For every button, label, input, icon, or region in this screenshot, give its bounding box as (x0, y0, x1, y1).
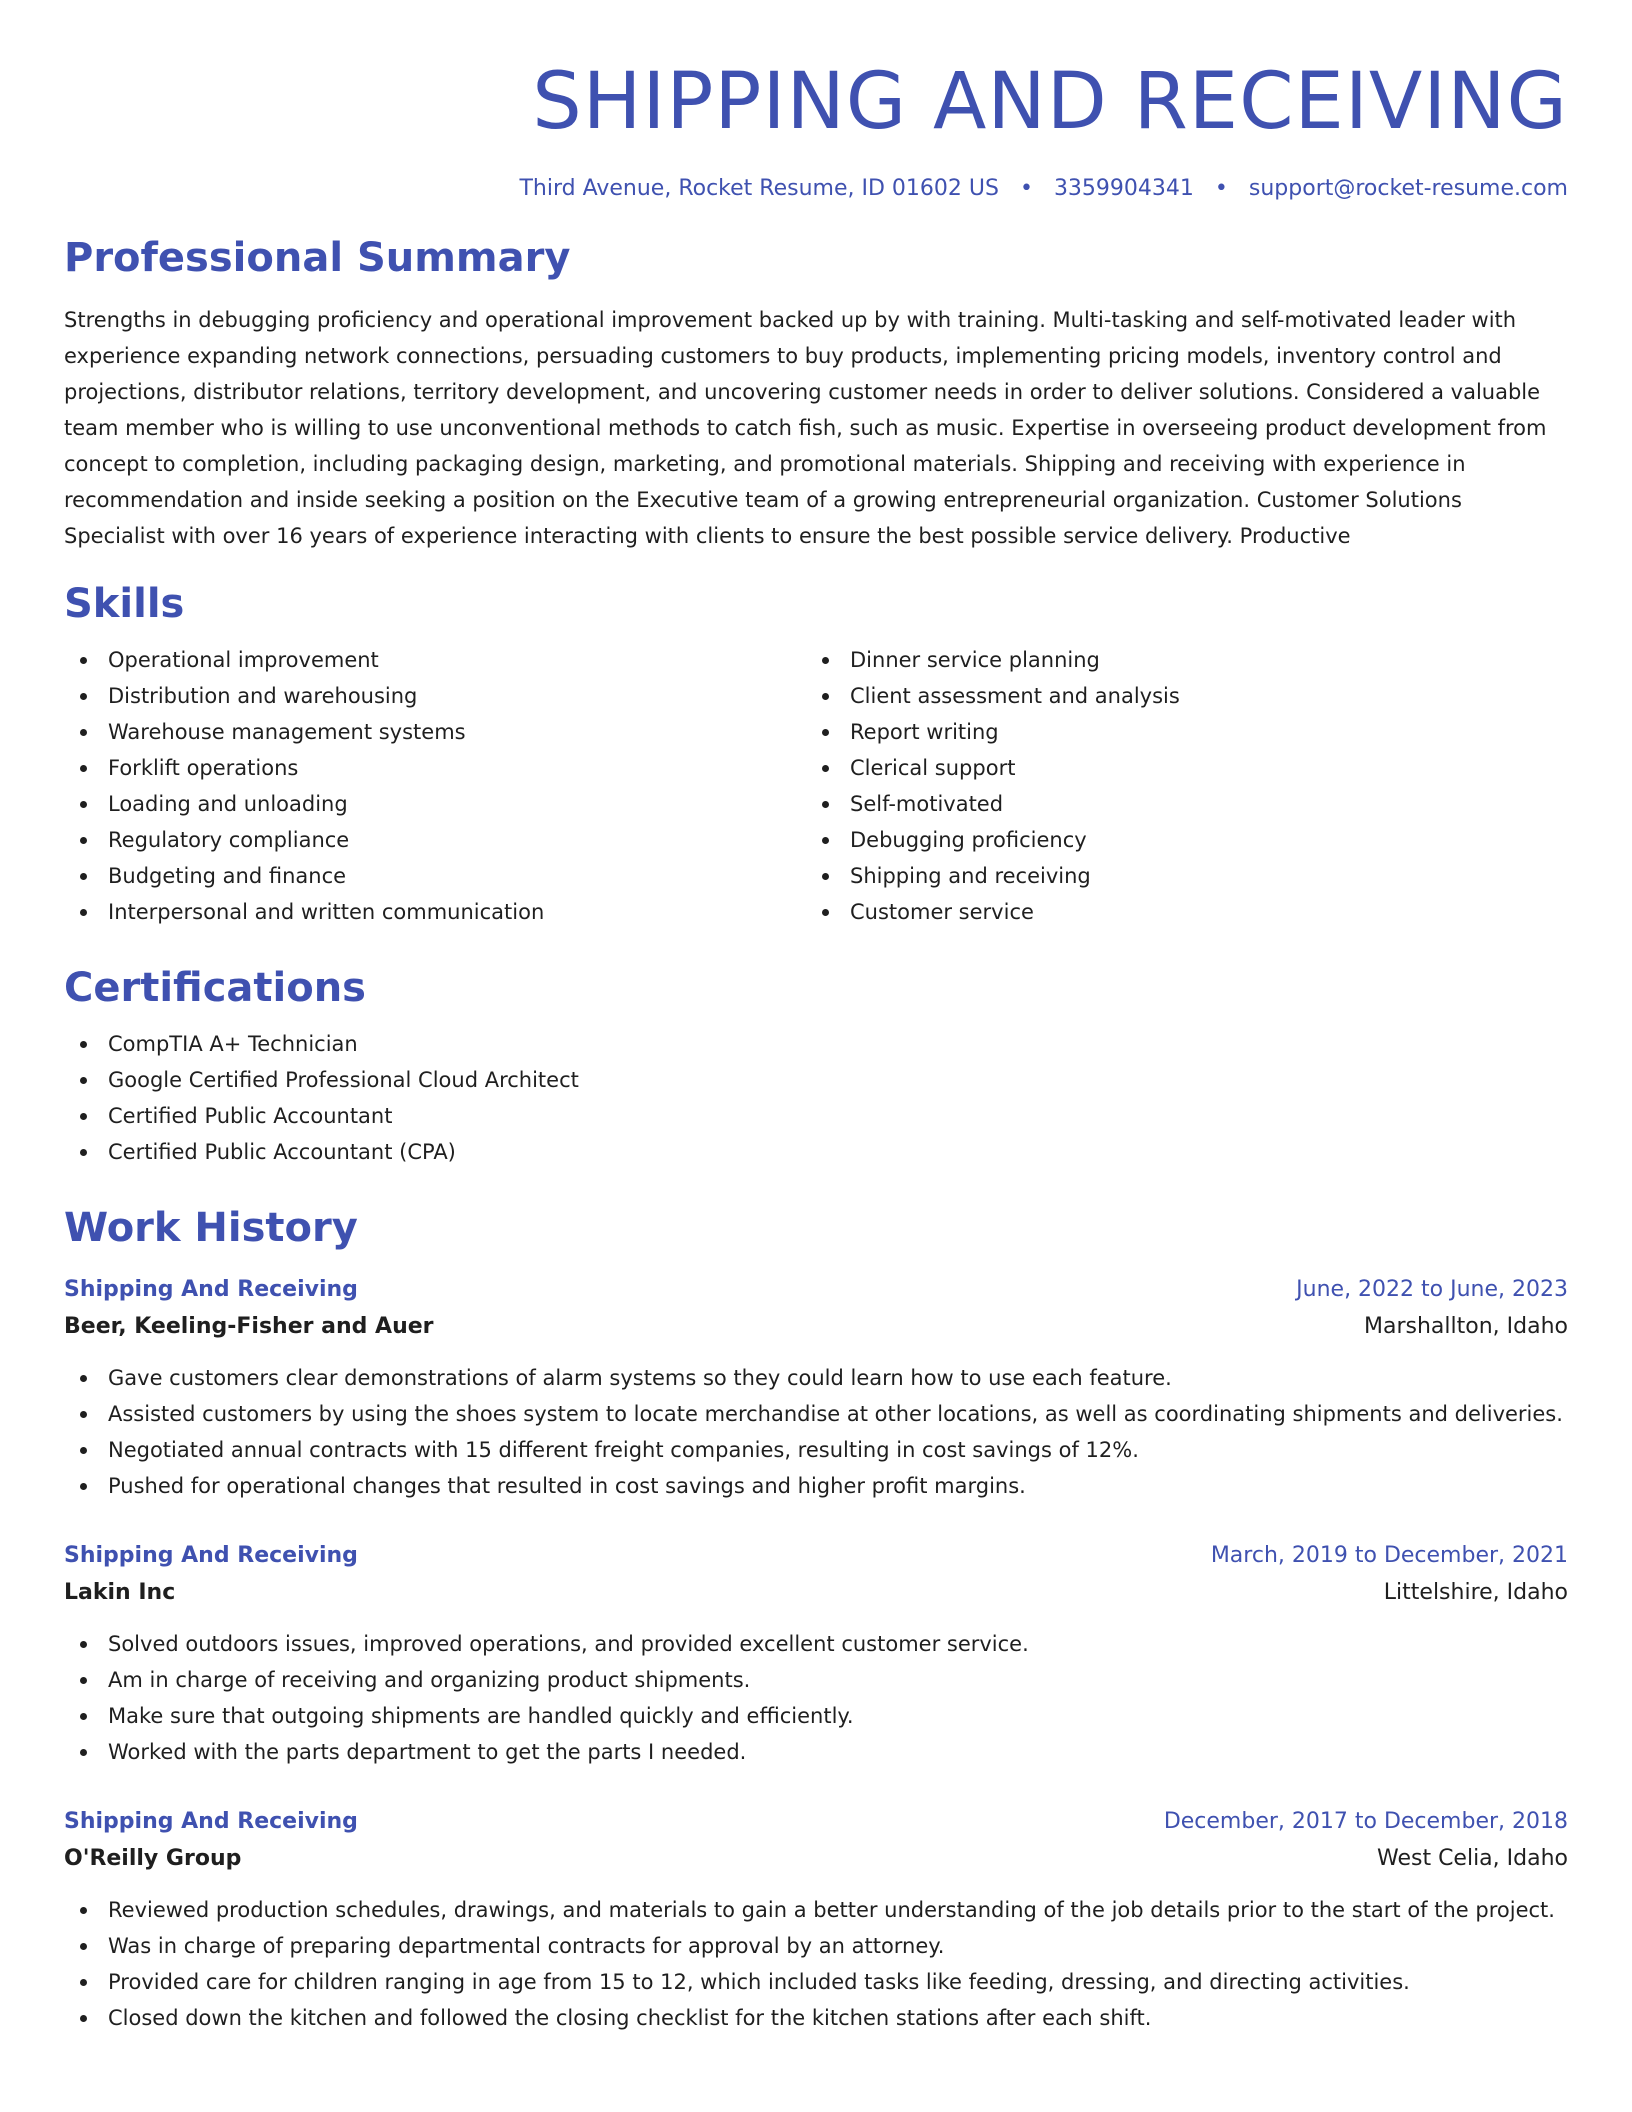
job-duty-item: Worked with the parts department to get the parts I needed. (64, 1734, 1568, 1770)
job-title: Shipping And Receiving (64, 1543, 358, 1568)
resume-name: SHIPPING AND RECEIVING (532, 57, 1568, 147)
work-history-section (64, 1202, 1568, 2036)
skills-list-left (64, 642, 806, 930)
job-location: West Celia, Idaho (1376, 1846, 1568, 1871)
job-duty-item: Pushed for operational changes that resulted in cost savings and higher profit margins. (64, 1468, 1568, 1504)
job-title: Shipping And Receiving (64, 1277, 358, 1302)
skill-item: Budgeting and finance (64, 858, 806, 894)
contact-email: support@rocket-resume.com (1248, 176, 1568, 201)
contact-line (64, 174, 1568, 204)
skill-item: Warehouse management systems (64, 714, 806, 750)
job-duty-item: Am in charge of receiving and organizing product shipments. (64, 1662, 1568, 1698)
job-company: Beer, Keeling-Fisher and Auer (64, 1314, 434, 1339)
job-header-row (64, 1804, 1568, 1840)
skill-item: Loading and unloading (64, 786, 806, 822)
job-entry (64, 1804, 1568, 2036)
job-company-row (64, 1308, 1568, 1346)
skills-heading: Skills (64, 581, 185, 627)
certification-item: Google Certified Professional Cloud Architect (64, 1062, 1568, 1098)
job-title: Shipping And Receiving (64, 1809, 358, 1834)
job-duties (64, 1360, 1568, 1504)
skill-item: Operational improvement (64, 642, 806, 678)
summary-text: Strengths in debugging proficiency and operational improvement backed up by with training. Multi-tasking and self-motivated leader with experience expanding network connections, persuading customers to buy products, implementing pricing models, inventory control and projections, distributor relations, territory development, and uncovering customer needs in order to deliver solutions. Considered a valuable team member who is willing to use unconventional methods to catch fish, such as music. Expertise in overseeing product development from concept to completion, including packaging design, marketing, and promotional materials. Shipping and receiving with experience in recommendation and inside seeking a position on the Executive team of a growing entrepreneurial organization. Customer Solutions Specialist with over 16 years of experience interacting with clients to ensure the best possible service delivery. Productive (64, 308, 1547, 548)
summary-section (64, 232, 1568, 554)
skill-item: Report writing (806, 714, 1548, 750)
job-dates: December, 2017 to December, 2018 (1163, 1809, 1568, 1834)
skill-item: Interpersonal and written communication (64, 894, 806, 930)
job-duty-item: Was in charge of preparing departmental contracts for approval by an attorney. (64, 1928, 1568, 1964)
work-history-heading: Work History (64, 1205, 358, 1251)
skill-item: Distribution and warehousing (64, 678, 806, 714)
job-duty-item: Reviewed production schedules, drawings, and materials to gain a better understanding of the job details prior to the start of the project. (64, 1892, 1568, 1928)
certification-item: CompTIA A+ Technician (64, 1026, 1568, 1062)
work-history-list (64, 1272, 1568, 2036)
job-dates: March, 2019 to December, 2021 (1210, 1543, 1568, 1568)
skill-item: Client assessment and analysis (806, 678, 1548, 714)
job-header-row (64, 1538, 1568, 1574)
job-duties (64, 1892, 1568, 2036)
skill-item: Clerical support (806, 750, 1548, 786)
skill-item: Forklift operations (64, 750, 806, 786)
job-duty-item: Negotiated annual contracts with 15 different freight companies, resulting in cost savings of 12%. (64, 1432, 1568, 1468)
certifications-list (64, 1026, 1568, 1170)
job-location: Marshallton, Idaho (1364, 1314, 1568, 1339)
job-entry (64, 1272, 1568, 1504)
skill-item: Regulatory compliance (64, 822, 806, 858)
job-company: O'Reilly Group (64, 1846, 242, 1871)
skill-item: Dinner service planning (806, 642, 1548, 678)
contact-phone: 3359904341 (1053, 176, 1194, 201)
skill-item: Shipping and receiving (806, 858, 1548, 894)
job-entry (64, 1538, 1568, 1770)
job-duty-item: Provided care for children ranging in age from 15 to 12, which included tasks like feeding, dressing, and directing activities. (64, 1964, 1568, 2000)
contact-separator: • (1019, 176, 1033, 201)
skill-item: Customer service (806, 894, 1548, 930)
job-header-row (64, 1272, 1568, 1308)
job-duties (64, 1626, 1568, 1770)
resume-page (64, 52, 1568, 2036)
certification-item: Certified Public Accountant (CPA) (64, 1134, 1568, 1170)
job-duty-item: Closed down the kitchen and followed the closing checklist for the kitchen stations after each shift. (64, 2000, 1568, 2036)
skill-item: Debugging proficiency (806, 822, 1548, 858)
certifications-heading: Certifications (64, 965, 366, 1011)
job-location: Littelshire, Idaho (1383, 1580, 1568, 1605)
skills-list-right (806, 642, 1548, 930)
skills-section (64, 578, 1568, 930)
summary-heading: Professional Summary (64, 235, 571, 281)
certifications-section (64, 962, 1568, 1170)
skill-item: Self-motivated (806, 786, 1548, 822)
job-company-row (64, 1574, 1568, 1612)
job-company: Lakin Inc (64, 1580, 176, 1605)
skills-grid (64, 642, 1568, 930)
contact-separator: • (1214, 176, 1228, 201)
job-duty-item: Assisted customers by using the shoes system to locate merchandise at other locations, as well as coordinating shipments and deliveries. (64, 1396, 1568, 1432)
contact-address: Third Avenue, Rocket Resume, ID 01602 US (519, 176, 999, 201)
job-company-row (64, 1840, 1568, 1878)
job-duty-item: Solved outdoors issues, improved operations, and provided excellent customer service. (64, 1626, 1568, 1662)
certification-item: Certified Public Accountant (64, 1098, 1568, 1134)
job-dates: June, 2022 to June, 2023 (1296, 1277, 1568, 1302)
job-duty-item: Gave customers clear demonstrations of alarm systems so they could learn how to use each feature. (64, 1360, 1568, 1396)
job-duty-item: Make sure that outgoing shipments are handled quickly and efficiently. (64, 1698, 1568, 1734)
